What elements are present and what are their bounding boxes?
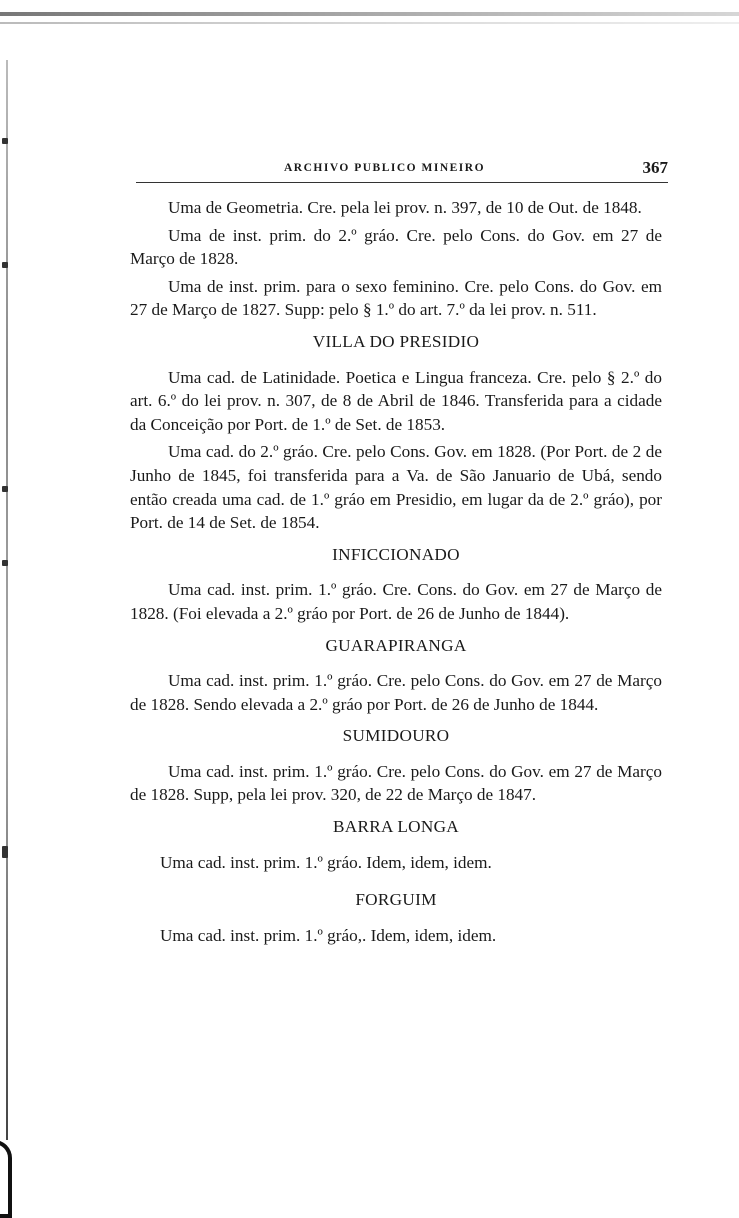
page-number: 367 bbox=[642, 158, 668, 177]
scan-mark bbox=[2, 560, 8, 566]
paragraph: Uma cad. inst. prim. 1.º gráo,. Idem, idem, idem. bbox=[160, 925, 497, 945]
scan-mark bbox=[2, 846, 8, 858]
section-heading: VILLA DO PRESIDIO bbox=[312, 331, 480, 351]
paragraph: Uma de inst. prim. do 2.º gráo. Cre. pelo Cons. do Gov. em 27 de Março de 1828. bbox=[130, 225, 662, 269]
paragraph: Uma de inst. prim. para o sexo feminino. Cre. pelo Cons. do Gov. em 27 de Março de 1827. Supp: pelo § 1.º do art. 7.º da lei prov. n. 511. bbox=[130, 276, 662, 320]
paragraph: Uma cad. inst. prim. 1.º gráo. Idem, idem, idem. bbox=[160, 852, 492, 872]
scan-page-curl bbox=[0, 1140, 12, 1218]
section-heading: SUMIDOURO bbox=[342, 726, 450, 746]
scan-mark bbox=[2, 262, 8, 268]
section-heading: INFICCIONADO bbox=[332, 544, 460, 564]
header-title: ARCHIVO PUBLICO MINEIRO bbox=[284, 162, 486, 174]
paragraph: Uma cad. do 2.º gráo. Cre. pelo Cons. Gov. em 1828. (Por Port. de 2 de Junho de 1845, foi transferida para a Va. de São Januario de Ubá, sendo então creada uma cad. de 1.º gráo em Presidio, em lugar da de 2.º gráo), por Port. de 14 de Set. de 1854. bbox=[130, 442, 662, 533]
scan-mark bbox=[2, 486, 8, 492]
scan-top-border-faint bbox=[0, 22, 739, 24]
section-heading: FORGUIM bbox=[355, 890, 437, 910]
section-heading: GUARAPIRANGA bbox=[325, 635, 467, 655]
scan-top-border bbox=[0, 12, 739, 16]
paragraph: Uma cad. inst. prim. 1.º gráo. Cre. pelo Cons. do Gov. em 27 de Março de 1828. Sendo elevada a 2.º gráo por Port. de 26 de Junho de 1844. bbox=[130, 671, 662, 714]
paragraph: Uma cad. inst. prim. 1.º gráo. Cre. pelo Cons. do Gov. em 27 de Março de 1828. Supp, pela lei prov. 320, de 22 de Março de 1847. bbox=[130, 761, 662, 805]
paragraph: Uma cad. inst. prim. 1.º gráo. Cre. Cons. do Gov. em 27 de Março de 1828. (Foi elevada a 2.º gráo por Port. de 26 de Junho de 1844). bbox=[130, 580, 662, 623]
page-body bbox=[130, 196, 662, 947]
paragraph: Uma cad. de Latinidade. Poetica e Lingua franceza. Cre. pelo § 2.º do art. 6.º do lei prov. n. 307, de 8 de Abril de 1846. Transferida para a cidade da Conceição por Port. de 1.º de Set. de 1853. bbox=[130, 367, 662, 434]
running-header bbox=[136, 160, 668, 183]
section-heading: BARRA LONGA bbox=[332, 817, 459, 837]
scan-left-edge bbox=[6, 60, 8, 1140]
paragraph: Uma de Geometria. Cre. pela lei prov. n. 397, de 10 de Out. de 1848. bbox=[168, 198, 642, 217]
scan-mark bbox=[2, 138, 8, 144]
